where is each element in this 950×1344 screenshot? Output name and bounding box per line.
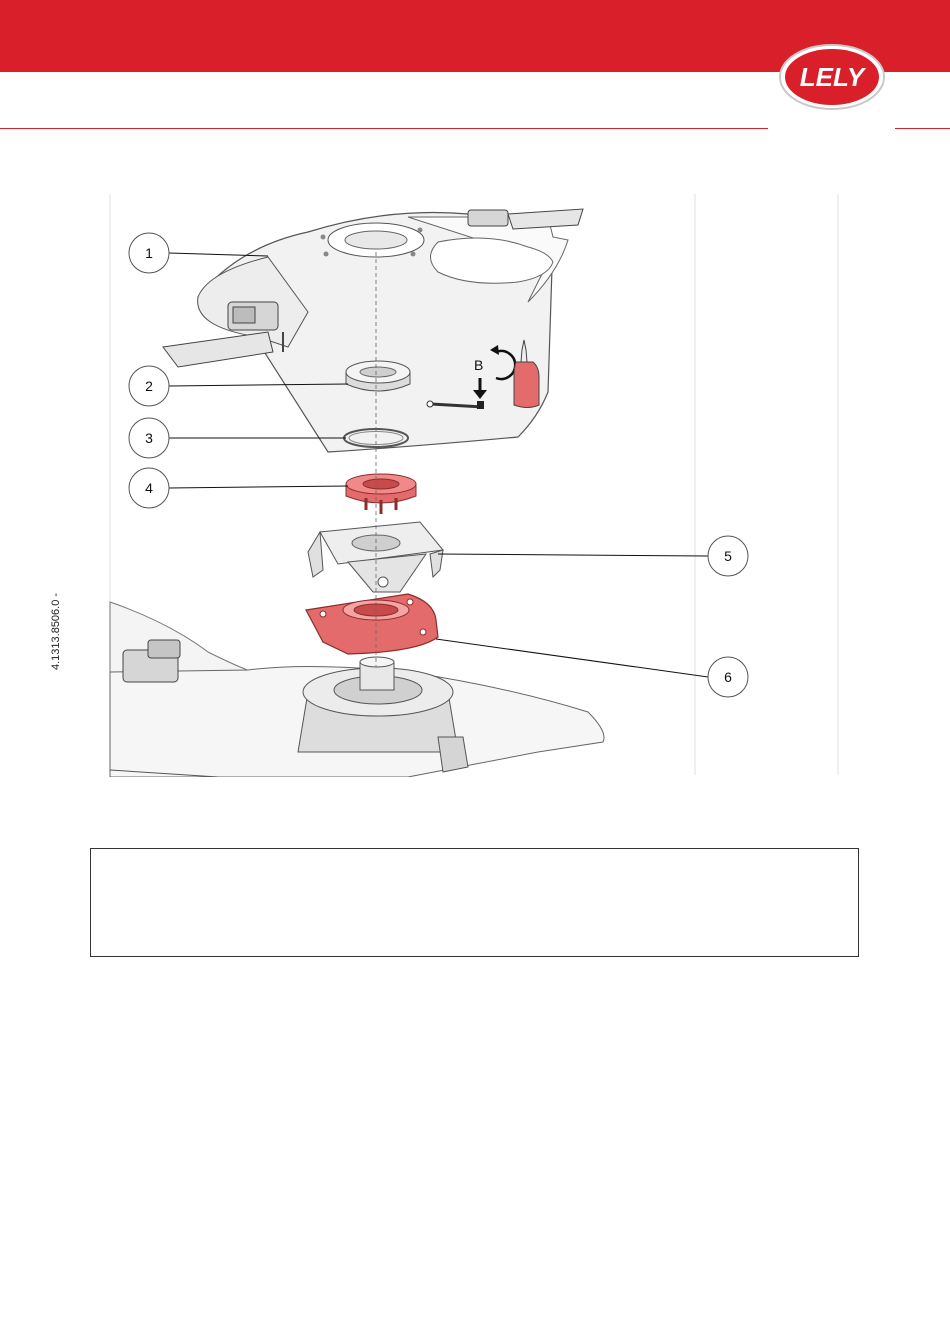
lely-logo (779, 44, 885, 110)
note-box (90, 848, 859, 957)
header-rule-left (0, 128, 768, 129)
callout-1 (129, 233, 169, 273)
callout-3 (129, 418, 169, 458)
logo-text: LELY (799, 62, 865, 92)
callout-2 (129, 366, 169, 406)
document-code: 4.1313.8506.0 - (50, 592, 62, 670)
svg-text:3: 3 (145, 430, 153, 446)
bracket-part (308, 522, 443, 592)
cutting-disc-part (163, 209, 583, 452)
callout-4 (129, 468, 169, 508)
header-rule-right (895, 128, 950, 129)
exploded-assembly-figure (108, 192, 848, 777)
flange-part (306, 594, 438, 654)
callout-6 (708, 657, 748, 697)
callout-5 (708, 536, 748, 576)
svg-text:2: 2 (145, 378, 153, 394)
svg-text:5: 5 (724, 548, 732, 564)
svg-text:6: 6 (724, 669, 732, 685)
svg-text:4: 4 (145, 480, 153, 496)
splined-hub-part (346, 474, 416, 514)
svg-text:1: 1 (145, 245, 153, 261)
bearing-ring-part (346, 361, 410, 391)
tightening-label: B (474, 357, 484, 373)
